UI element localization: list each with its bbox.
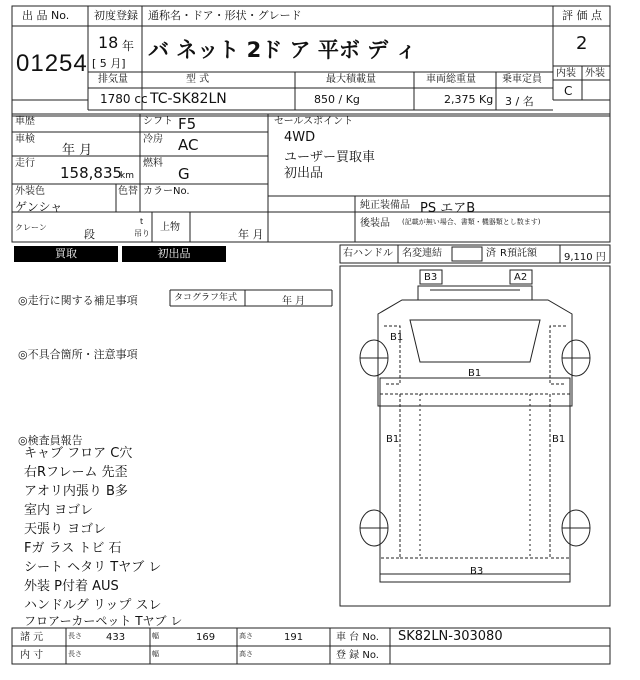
width-value: 169: [196, 632, 216, 643]
recycle-label: R預託額: [500, 248, 537, 259]
chassis-label: 車 台 No.: [336, 632, 379, 643]
fuel-label: 燃料: [143, 158, 163, 169]
reg-month: [ 5 月]: [92, 57, 126, 70]
tacho-label: タコグラフ年式: [174, 293, 238, 303]
inner-length-label: 長さ: [68, 650, 82, 658]
report-line-5: 天張り ヨゴレ: [24, 522, 107, 537]
mark-bed-left: B1: [386, 434, 400, 445]
ac-label: 冷房: [143, 134, 163, 145]
selling-point-3: 初出品: [284, 166, 324, 181]
inner-width-label: 幅: [152, 650, 159, 658]
upper-value: 年 月: [238, 228, 264, 241]
selling-point-1: 4WD: [284, 130, 316, 145]
right-hand-label: 右ハンドル: [343, 248, 393, 259]
name-change-label: 名変連結: [402, 248, 442, 259]
crane-lift: 吊り: [134, 229, 150, 238]
crane-label: クレーン: [15, 223, 47, 232]
inner-height-label: 高さ: [239, 650, 253, 658]
length-label: 長さ: [68, 632, 82, 640]
gross-label: 車両総重量: [426, 74, 476, 85]
max-load-value: 850 / Kg: [314, 93, 360, 106]
mark-cab-left: B1: [390, 332, 404, 343]
lot-label: 出 品 No.: [22, 9, 70, 22]
mark-cab-roof: B1: [468, 368, 482, 379]
reg-year-unit: 年: [122, 39, 135, 53]
report-line-7: シート ヘタリ Tヤブ レ: [24, 560, 162, 575]
report-line-8: 外装 P付着 AUS: [24, 579, 119, 594]
report-line-3: アオリ内張り B多: [24, 484, 128, 499]
exterior-label: 外装: [585, 68, 605, 79]
recycle-value: 9,110 円: [564, 252, 606, 263]
dims-label: 諸 元: [20, 632, 44, 643]
color-no-label: カラーNo.: [143, 186, 190, 197]
report-line-10: フロアーカーペット Tヤブ レ: [24, 614, 183, 628]
defect-title: ◎不具合箇所・注意事項: [18, 348, 138, 361]
selling-point-2: ユーザー買取車: [284, 150, 376, 165]
color-change-label: 色替: [118, 186, 138, 197]
aftermarket-note: (記載が無い場合、書類・機器類とし数ます): [402, 218, 541, 226]
ac-value: AC: [178, 136, 199, 154]
vehicle-damage-diagram: [340, 266, 610, 606]
shift-label: シフト: [143, 116, 173, 127]
displacement-value: 1780 cc: [100, 92, 148, 106]
interior-grade: C: [564, 84, 573, 98]
inspection-value: 年 月: [62, 143, 93, 158]
equipment-value: PS エアB: [420, 201, 476, 216]
report-line-9: ハンドルグ リップ スレ: [24, 598, 162, 613]
fuel-value: G: [178, 165, 190, 183]
length-value: 433: [106, 632, 126, 643]
color-value: ゲンシャ: [15, 200, 63, 214]
inner-dims-label: 内 寸: [20, 650, 44, 661]
tax-label: 済: [486, 248, 496, 259]
crane-value: 段: [84, 228, 95, 241]
mark-rear: B3: [470, 566, 484, 577]
capacity-label: 乗車定員: [502, 74, 542, 85]
mark-front-left: B3: [424, 272, 438, 283]
gross-value: 2,375 Kg: [444, 93, 494, 106]
selling-points-label: セールスポイント: [274, 116, 354, 127]
mileage-value: 158,835: [60, 164, 123, 182]
inspection-label: 車検: [15, 134, 35, 145]
mark-front-right: A2: [514, 272, 528, 283]
grade-value: 2: [576, 33, 588, 54]
type-label: 型 式: [186, 74, 210, 85]
grade-label: 評 価 点: [562, 9, 602, 22]
height-label: 高さ: [239, 632, 253, 640]
report-line-1: キャブ フロア C穴: [24, 446, 133, 461]
model-label: 通称名・ドア・形状・グレード: [148, 9, 302, 22]
mileage-unit: km: [120, 171, 134, 181]
report-line-4: 室内 ヨゴレ: [24, 503, 94, 518]
model-name: バ ネット 2ド ア 平ボ デ ィ: [148, 38, 417, 62]
badge-buyback: 買取: [14, 246, 118, 262]
badge-first-listing: 初出品: [122, 246, 226, 262]
capacity-value: 3 / 名: [505, 95, 534, 108]
max-load-label: 最大積載量: [326, 74, 376, 85]
report-line-6: Fガ ラス トビ 石: [24, 541, 122, 556]
mileage-label: 走行: [15, 158, 35, 169]
color-label: 外装色: [15, 186, 45, 197]
supplement-title: ◎走行に関する補足事項: [18, 294, 138, 307]
aftermarket-label: 後装品: [360, 218, 390, 229]
inspector-title: ◎検査員報告: [18, 434, 83, 447]
first-reg-label: 初度登録: [94, 9, 138, 22]
equipment-label: 純正装備品: [360, 200, 410, 211]
width-label: 幅: [152, 632, 159, 640]
reg-no-label: 登 録 No.: [336, 650, 379, 661]
height-value: 191: [284, 632, 304, 643]
interior-label: 内装: [556, 68, 576, 79]
shift-value: F5: [178, 115, 197, 133]
type-value: TC-SK82LN: [150, 91, 227, 107]
reg-year: 18: [98, 33, 119, 52]
tacho-value: 年 月: [282, 296, 306, 307]
lot-number: 01254: [16, 50, 88, 77]
crane-ton: t: [140, 217, 144, 226]
chassis-value: SK82LN-303080: [398, 629, 503, 644]
displacement-label: 排気量: [98, 74, 128, 85]
history-label: 車歴: [15, 116, 35, 127]
upper-label: 上物: [160, 222, 180, 233]
mark-bed-right: B1: [552, 434, 566, 445]
report-line-2: 右Rフレーム 先歪: [24, 465, 128, 480]
